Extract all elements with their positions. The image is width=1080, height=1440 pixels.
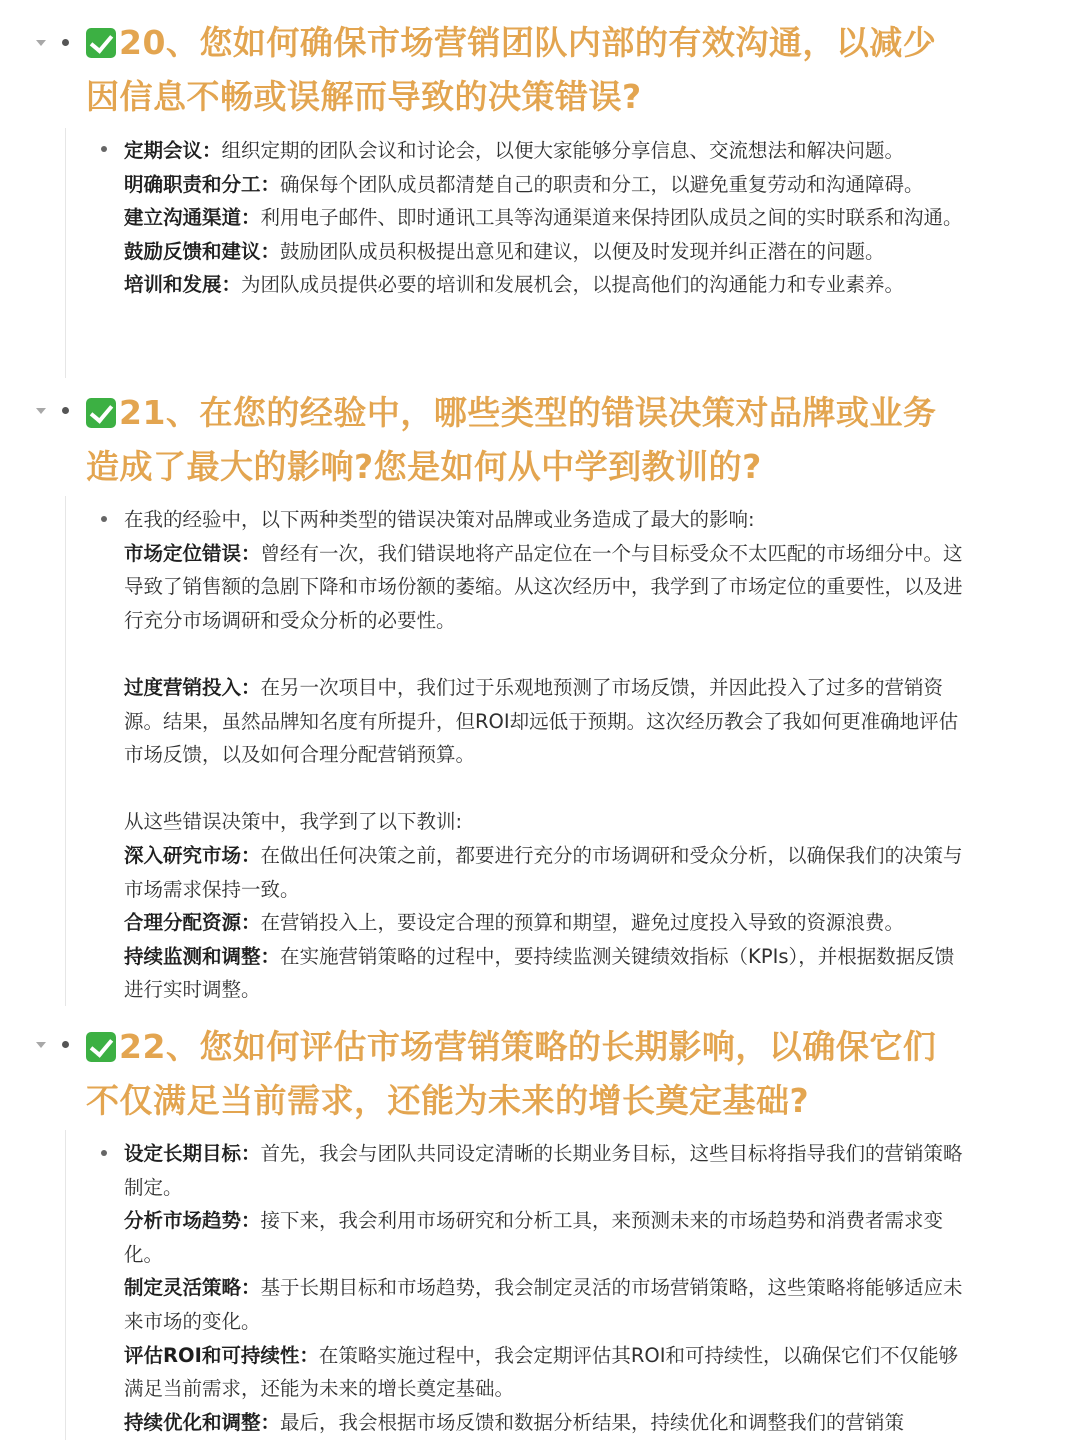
section-21-body bbox=[124, 503, 969, 1007]
list-item: 设定长期目标：首先，我会与团队共同设定清晰的长期业务目标，这些目标将指导我们的营销策略制定。 bbox=[124, 1142, 963, 1199]
list-item: 深入研究市场：在做出任何决策之前，都要进行充分的市场调研和受众分析，以确保我们的决策与市场需求保持一致。 bbox=[124, 843, 963, 901]
bullet-icon bbox=[101, 146, 107, 152]
collapse-arrow-icon[interactable] bbox=[36, 40, 46, 46]
list-item: 建立沟通渠道：利用电子邮件、即时通讯工具等沟通渠道来保持团队成员之间的实时联系和沟通。 bbox=[124, 206, 963, 230]
bullet-icon[interactable] bbox=[62, 407, 69, 414]
list-item: 定期会议：组织定期的团队会议和讨论会，以便大家能够分享信息、交流想法和解决问题。 bbox=[124, 139, 905, 162]
checkmark-icon bbox=[86, 1032, 116, 1062]
section-22-body bbox=[124, 1137, 969, 1439]
intro-text: 在我的经验中，以下两种类型的错误决策对品牌或业务造成了最大的影响: bbox=[124, 508, 755, 531]
list-item: 持续监测和调整：在实施营销策略的过程中，要持续监测关键绩效指标（KPIs），并根据数据反馈进行实时调整。 bbox=[124, 944, 955, 1002]
list-item: 评估ROI和可持续性：在策略实施过程中，我会定期评估其ROI和可持续性，以确保它们不仅能够满足当前需求，还能为未来的增长奠定基础。 bbox=[124, 1343, 959, 1401]
guide-line bbox=[65, 128, 66, 378]
bullet-icon bbox=[101, 1150, 107, 1156]
list-item: 分析市场趋势：接下来，我会利用市场研究和分析工具，来预测未来的市场趋势和消费者需求变化。 bbox=[124, 1209, 944, 1266]
list-item: 持续优化和调整：最后，我会根据市场反馈和数据分析结果，持续优化和调整我们的营销策 bbox=[124, 1410, 905, 1434]
list-item: 培训和发展：为团队成员提供必要的培训和发展机会，以提高他们的沟通能力和专业素养。 bbox=[124, 273, 905, 297]
bullet-icon bbox=[101, 516, 107, 522]
list-item: 市场定位错误：曾经有一次，我们错误地将产品定位在一个与目标受众不太匹配的市场细分中。这导致了销售额的急剧下降和市场份额的萎缩。从这次经历中，我学到了市场定位的重要性，以及进行充分市场调研和受众分析的必要性。 bbox=[124, 541, 963, 632]
list-item: 制定灵活策略：基于长期目标和市场趋势，我会制定灵活的市场营销策略，这些策略将能够适应未来市场的变化。 bbox=[124, 1276, 963, 1333]
lessons-intro: 从这些错误决策中，我学到了以下教训: bbox=[124, 810, 463, 834]
collapse-arrow-icon[interactable] bbox=[36, 1042, 46, 1048]
list-item: 过度营销投入：在另一次项目中，我们过于乐观地预测了市场反馈，并因此投入了过多的营销资源。结果，虽然品牌知名度有所提升，但ROI却远低于预期。这次经历教会了我如何更准确地评估市场反馈，以及如何合理分配营销预算。 bbox=[124, 675, 959, 767]
bullet-icon[interactable] bbox=[62, 39, 69, 46]
list-item: 明确职责和分工：确保每个团队成员都清楚自己的职责和分工，以避免重复劳动和沟通障碍。 bbox=[124, 172, 924, 196]
bullet-icon[interactable] bbox=[62, 1041, 69, 1048]
section-20-heading: 20、您如何确保市场营销团队内部的有效沟通，以减少因信息不畅或误解而导致的决策错误? bbox=[86, 23, 937, 116]
guide-line bbox=[65, 496, 66, 1006]
checkmark-icon bbox=[86, 398, 116, 428]
list-item: 鼓励反馈和建议：鼓励团队成员积极提出意见和建议，以便及时发现并纠正潜在的问题。 bbox=[124, 239, 885, 263]
section-20-body bbox=[124, 134, 969, 302]
section-22-heading: 22、您如何评估市场营销策略的长期影响，以确保它们不仅满足当前需求，还能为未来的增长奠定基础? bbox=[86, 1027, 937, 1120]
checkmark-icon bbox=[86, 28, 116, 58]
section-21-heading: 21、在您的经验中，哪些类型的错误决策对品牌或业务造成了最大的影响?您是如何从中学到教训的? bbox=[86, 393, 937, 486]
guide-line bbox=[65, 1130, 66, 1440]
collapse-arrow-icon[interactable] bbox=[36, 408, 46, 414]
list-item: 合理分配资源：在营销投入上，要设定合理的预算和期望，避免过度投入导致的资源浪费。 bbox=[124, 911, 905, 935]
